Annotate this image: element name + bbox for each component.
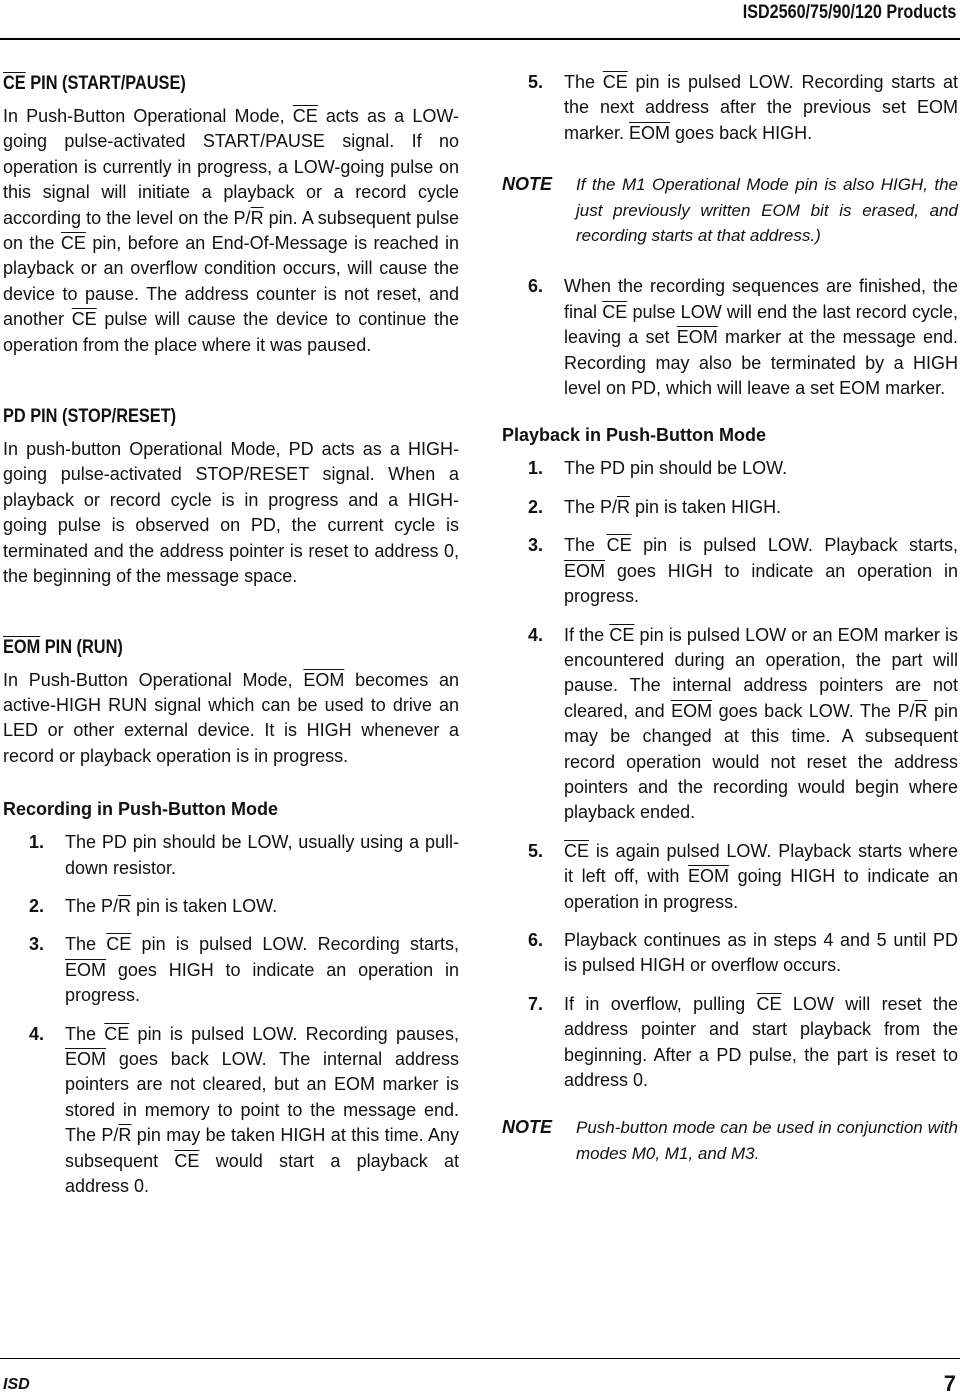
step-number: 5. [528, 72, 544, 92]
step-item [502, 533, 958, 609]
step-number: 3. [528, 535, 544, 556]
overlined-signal: $\overline{EOM}$ [629, 122, 671, 143]
step-text: The $\overline{CE}$ pin is pulsed LOW. Recording pauses, $\overline{EOM}$ goes back LOW. The internal address pointers are not cleared, but an EOM marker is stored in memory to point to the message end. The $P/\overline{R}$ pin may be taken HIGH at this time. Any subsequent $\overline{CE}$ would start a playback at address 0. [65, 1023, 460, 1196]
overlined-signal: $\overline{R}$ [118, 1125, 132, 1146]
overlined-signal: $\overline{R}$ [914, 700, 928, 721]
recording-heading: Recording in Push-Button Mode [3, 799, 278, 820]
step-item [502, 70, 958, 146]
step-number: 5. [528, 840, 544, 861]
overlined-signal: $\overline{EOM}$ [65, 959, 107, 980]
recording-steps-continued-2 [502, 274, 958, 401]
playback-heading: Playback in Push-Button Mode [502, 425, 767, 446]
footer-rule [0, 1358, 960, 1359]
overlined-signal: $\overline{EOM}$ [303, 669, 345, 690]
step-item [502, 992, 958, 1094]
overlined-signal: $\overline{CE}$ [756, 993, 782, 1014]
overlined-signal: $\overline{CE}$ [602, 72, 628, 92]
overlined-signal: $\overline{CE}$ [60, 233, 86, 254]
eom-pin-heading [3, 634, 395, 659]
step-text: Playback continues as in steps 4 and 5 until PD is pulsed HIGH or overflow occurs. [564, 929, 958, 976]
overlined-signal: $\overline{R}$ [617, 496, 631, 517]
pd-pin-heading: PD PIN (STOP/RESET) [3, 406, 177, 428]
step-number: 4. [528, 624, 544, 645]
overlined-signal: $\overline{EOM}$ [676, 327, 718, 348]
step-text: The PD pin should be LOW. [564, 458, 788, 479]
overlined-signal: $\overline{CE}$ [71, 309, 97, 330]
step-number: 1. [29, 832, 45, 853]
overlined-signal: $\overline{CE}$ [606, 535, 632, 556]
ce-overline-text: $\overline{CE}$ [3, 73, 26, 94]
overlined-signal: $\overline{CE}$ [602, 301, 628, 322]
step-item [502, 928, 958, 979]
step-number: 1. [528, 458, 544, 479]
overlined-signal: $\overline{R}$ [250, 207, 264, 228]
ce-pin-paragraph: In Push-Button Operational Mode, $\overline{CE}$ acts as a LOW-going pulse-activated START/PAUSE signal. If no operation is currently in progress, a LOW-going pulse on this signal will initiate a playback or a record cycle according to the level on the $P/\overline{R}$ pin. A subsequent pulse on the $\overline{CE}$ pin, before an End-Of-Message is reached in playback or an overflow condition occurs, will cause the device to pause. The address counter is not reset, and another $\overline{CE}$ pulse will cause the device to continue the operation from the place where it was paused. [3, 106, 460, 355]
right-column [502, 70, 958, 1192]
overlined-signal: $\overline{CE}$ [292, 106, 318, 126]
step-text: The $\overline{CE}$ pin is pulsed LOW. Recording starts at the next address after the previous set EOM marker. $\overline{EOM}$ goes back HIGH. [564, 72, 958, 143]
overlined-signal: $\overline{CE}$ [104, 1023, 130, 1044]
step-item [3, 1022, 459, 1200]
ce-heading-rest: PIN (START/PAUSE) [25, 73, 186, 94]
step-item [3, 932, 459, 1008]
running-header-title: ISD2560/75/90/120 Products [742, 2, 956, 23]
page-number: 7 [943, 1371, 956, 1396]
overlined-signal: $\overline{EOM}$ [671, 700, 713, 721]
step-number: 6. [528, 276, 544, 297]
overlined-signal: $\overline{CE}$ [174, 1150, 200, 1171]
overlined-signal: $\overline{EOM}$ [564, 560, 606, 581]
playback-steps-list [502, 456, 958, 1093]
step-text: If the $\overline{CE}$ pin is pulsed LOW or an EOM marker is encountered during an operation, the part will pause. The internal address pointers are not cleared, and $\overline{EOM}$ goes back LOW. The $P/\overline{R}$ pin may be changed at this time. A subsequent record operation would not reset the address pointers and the recording would begin where playback ended. [564, 624, 959, 823]
step-item [502, 274, 958, 401]
step-text: When the recording sequences are finished, the final $\overline{CE}$ pulse LOW will end the last record cycle, leaving a set $\overline{EOM}$ marker at the message end. Recording may also be terminated by a HIGH level on PD, which will leave a set EOM marker. [564, 276, 958, 399]
footer-brand: ISD [3, 1376, 30, 1393]
step-number: 4. [29, 1023, 45, 1044]
step-item [502, 495, 958, 520]
overlined-signal: $\overline{CE}$ [106, 934, 132, 955]
ce-pin-heading [3, 70, 395, 95]
step-number: 3. [29, 934, 45, 955]
eom-heading-rest: PIN (RUN) [40, 636, 123, 658]
note-m1-mode [502, 172, 958, 248]
step-number: 2. [528, 496, 544, 517]
overlined-signal: $\overline{EOM}$ [65, 1048, 107, 1069]
left-column [3, 70, 459, 1212]
step-text: If in overflow, pulling $\overline{CE}$ LOW will reset the address pointer and start playback from the beginning. After a PD pulse, the part is reset to address 0. [564, 993, 958, 1090]
step-item [502, 623, 958, 826]
step-text: The $P/\overline{R}$ pin is taken LOW. [65, 895, 278, 916]
note-text: Push-button mode can be used in conjunction with modes M0, M1, and M3. [576, 1118, 958, 1163]
overlined-signal: $\overline{CE}$ [609, 624, 635, 645]
step-item [502, 839, 958, 915]
note-text: If the M1 Operational Mode pin is also HIGH, the just previously written EOM bit is erased, and recording starts at that address.) [576, 175, 958, 246]
step-text: The $\overline{CE}$ pin is pulsed LOW. Playback starts, $\overline{EOM}$ goes HIGH to indicate an operation in progress. [564, 535, 958, 607]
header-rule [0, 38, 960, 40]
step-text: The $P/\overline{R}$ pin is taken HIGH. [564, 496, 782, 517]
note-push-button [502, 1115, 958, 1166]
overlined-signal: $\overline{CE}$ [564, 840, 590, 861]
step-number: 7. [528, 993, 544, 1014]
step-text: The $\overline{CE}$ pin is pulsed LOW. Recording starts, $\overline{EOM}$ goes HIGH to indicate an operation in progress. [65, 934, 459, 1006]
eom-pin-paragraph: In Push-Button Operational Mode, $\overline{EOM}$ becomes an active-HIGH RUN signal which can be used to drive an LED or other external device. It is HIGH whenever a record or playback operation is in progress. [3, 669, 460, 766]
step-text: $\overline{CE}$ is again pulsed LOW. Playback starts where it left off, with $\overline{EOM}$ going HIGH to indicate an operation in progress. [564, 840, 958, 912]
eom-overline-text: $\overline{EOM}$ [3, 636, 41, 658]
overlined-signal: $\overline{EOM}$ [688, 866, 730, 887]
note-label: NOTE [502, 1117, 553, 1138]
note-label: NOTE [502, 174, 553, 195]
pd-pin-paragraph: In push-button Operational Mode, PD acts as a HIGH-going pulse-activated STOP/RESET signal. When a playback or record cycle is in progress and a HIGH-going pulse is observed on PD, the current cycle is terminated and the address pointer is reset to address 0, the beginning of the message space. [3, 439, 459, 587]
step-item [3, 894, 459, 919]
step-number: 6. [528, 929, 544, 950]
step-item [502, 456, 958, 481]
step-text: The PD pin should be LOW, usually using a pull-down resistor. [65, 832, 459, 878]
step-number: 2. [29, 895, 45, 916]
recording-steps-continued [502, 70, 958, 146]
overlined-signal: $\overline{R}$ [118, 895, 132, 916]
step-item [3, 830, 459, 881]
recording-steps-list [3, 830, 459, 1199]
